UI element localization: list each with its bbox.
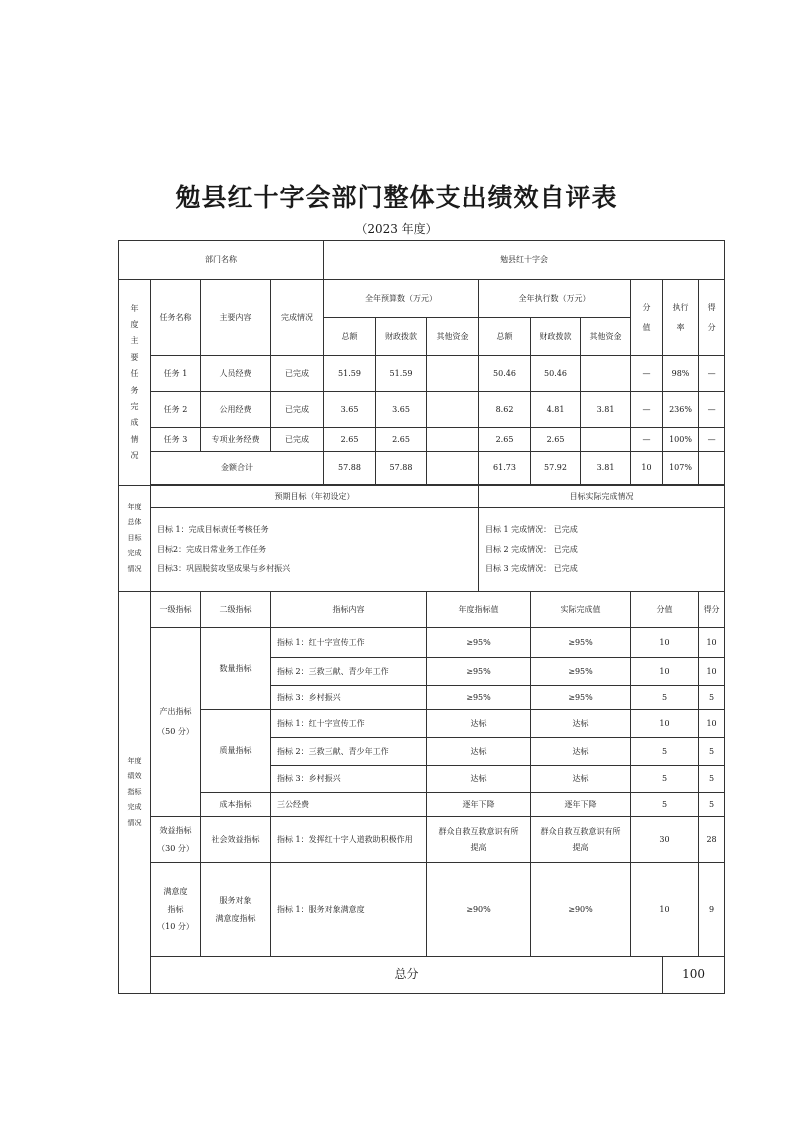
header-completion: 完成情况 (271, 280, 324, 356)
list-item: 目标 3 完成情况： 已完成 (485, 564, 578, 574)
indicator-target: ≥95% (427, 658, 531, 686)
indicator-actual: 逐年下降 (531, 793, 631, 817)
header-exec-fiscal: 财政拨款 (531, 318, 581, 356)
indicator-target: ≥90% (427, 863, 531, 957)
task-rate: 100% (663, 428, 699, 452)
indicator-score: 10 (699, 628, 725, 658)
indicator-target: 达标 (427, 738, 531, 766)
indicator-target: ≥95% (427, 686, 531, 710)
total-label: 总分 (151, 957, 663, 994)
exec-total: 8.62 (479, 392, 531, 428)
indicator-actual: 达标 (531, 766, 631, 793)
sum-row (119, 452, 725, 485)
indicator-target: 逐年下降 (427, 793, 531, 817)
table-row (119, 863, 725, 957)
indicator-actual: ≥90% (531, 863, 631, 957)
indicator-target: ≥95% (427, 628, 531, 658)
list-item: 目标 2 完成情况： 已完成 (485, 544, 578, 554)
header-indicator-content: 指标内容 (271, 592, 427, 628)
dept-label: 部门名称 (119, 241, 324, 280)
header-budget-total: 总额 (324, 318, 376, 356)
indicator-content: 指标 3：乡村振兴 (271, 686, 427, 710)
header-score-value: 分值 (631, 280, 663, 356)
budget-fiscal: 2.65 (376, 428, 427, 452)
table-row (119, 817, 725, 863)
sum-label: 金额合计 (151, 452, 324, 485)
expected-goals-header: 预期目标（年初设定） (151, 486, 479, 508)
budget-fiscal: 3.65 (376, 392, 427, 428)
table-row (119, 793, 725, 817)
exec-other: 3.81 (581, 392, 631, 428)
cost-l2: 成本指标 (201, 793, 271, 817)
task-status: 已完成 (271, 356, 324, 392)
indicator-score: 28 (699, 817, 725, 863)
task-status: 已完成 (271, 428, 324, 452)
header-score: 得分 (699, 280, 725, 356)
indicator-content: 指标 1：红十字宣传工作 (271, 628, 427, 658)
indicator-content: 指标 1：红十字宣传工作 (271, 710, 427, 738)
total-value: 100 (663, 957, 725, 994)
task-value: — (631, 392, 663, 428)
indicator-value: 10 (631, 863, 699, 957)
header-budget: 全年预算数（万元） (324, 280, 479, 318)
sum-exec-fiscal: 57.92 (531, 452, 581, 485)
header-task-name: 任务名称 (151, 280, 201, 356)
task-rate: 236% (663, 392, 699, 428)
indicator-score: 10 (699, 658, 725, 686)
header-ind-score: 得分 (699, 592, 725, 628)
sum-score (699, 452, 725, 485)
indicator-value: 5 (631, 738, 699, 766)
sum-rate: 107% (663, 452, 699, 485)
indicator-score: 10 (699, 710, 725, 738)
list-item: 目标 1 完成情况： 已完成 (485, 525, 578, 535)
dept-row (119, 241, 725, 280)
exec-other (581, 428, 631, 452)
list-item: 目标3：巩固脱贫攻坚成果与乡村振兴 (157, 564, 291, 574)
indicators-side-label: 年度 绩效 指标 完成 情况 (119, 592, 151, 994)
header-exec-rate: 执行率 (663, 280, 699, 356)
task-score: — (699, 392, 725, 428)
total-row (119, 957, 725, 994)
indicators-header-row (119, 592, 725, 628)
quality-l2: 质量指标 (201, 710, 271, 793)
task-value: — (631, 428, 663, 452)
actual-goals-list (479, 508, 725, 592)
sum-budget-total: 57.88 (324, 452, 376, 485)
exec-fiscal: 50.46 (531, 356, 581, 392)
indicator-value: 5 (631, 686, 699, 710)
exec-fiscal: 2.65 (531, 428, 581, 452)
indicator-content: 指标 1：服务对象满意度 (271, 863, 427, 957)
table-row (119, 392, 725, 428)
sum-exec-total: 61.73 (479, 452, 531, 485)
header-budget-fiscal: 财政拨款 (376, 318, 427, 356)
header-exec-other: 其他资金 (581, 318, 631, 356)
indicator-score: 5 (699, 766, 725, 793)
indicator-actual: ≥95% (531, 658, 631, 686)
task-name: 任务 3 (151, 428, 201, 452)
indicator-content: 指标 2：三救三献、青少年工作 (271, 738, 427, 766)
quantity-l2: 数量指标 (201, 628, 271, 710)
indicator-target: 达标 (427, 766, 531, 793)
budget-other (427, 356, 479, 392)
task-value: — (631, 356, 663, 392)
indicator-score: 9 (699, 863, 725, 957)
budget-other (427, 392, 479, 428)
exec-other (581, 356, 631, 392)
header-budget-other: 其他资金 (427, 318, 479, 356)
budget-total: 2.65 (324, 428, 376, 452)
satisfaction-l2: 服务对象 满意度指标 (201, 863, 271, 957)
indicator-actual: ≥95% (531, 628, 631, 658)
benefit-l1: 效益指标 （30 分） (151, 817, 201, 863)
indicator-actual: 达标 (531, 738, 631, 766)
header-target: 年度指标值 (427, 592, 531, 628)
indicator-score: 5 (699, 686, 725, 710)
output-l1: 产出指标 （50 分） (151, 628, 201, 817)
page-title: 勉县红十字会部门整体支出绩效自评表 (175, 183, 618, 212)
task-content: 人员经费 (201, 356, 271, 392)
task-score: — (699, 356, 725, 392)
header-l2: 二级指标 (201, 592, 271, 628)
indicator-content: 指标 2：三救三献、青少年工作 (271, 658, 427, 686)
budget-fiscal: 51.59 (376, 356, 427, 392)
year-label: （2023 年度） (355, 222, 438, 236)
indicator-value: 5 (631, 793, 699, 817)
exec-total: 2.65 (479, 428, 531, 452)
sum-value: 10 (631, 452, 663, 485)
header-l1: 一级指标 (151, 592, 201, 628)
goals-side-label: 年度 总体 目标 完成 情况 (119, 486, 151, 592)
task-name: 任务 1 (151, 356, 201, 392)
header-actual: 实际完成值 (531, 592, 631, 628)
table-row (119, 356, 725, 392)
tasks-side-label: 年 度 主 要 任 务 完 成 情 况 (119, 280, 151, 486)
goals-content-row (119, 508, 725, 592)
indicator-actual: ≥95% (531, 686, 631, 710)
goals-header-row (119, 486, 725, 508)
indicator-actual: 达标 (531, 710, 631, 738)
indicator-value: 10 (631, 658, 699, 686)
header-exec: 全年执行数（万元） (479, 280, 631, 318)
sum-budget-fiscal: 57.88 (376, 452, 427, 485)
indicator-score: 5 (699, 738, 725, 766)
actual-goals-header: 目标实际完成情况 (479, 486, 725, 508)
indicator-target: 达标 (427, 710, 531, 738)
task-content: 公用经费 (201, 392, 271, 428)
list-item: 目标2：完成日常业务工作任务 (157, 544, 267, 554)
exec-fiscal: 4.81 (531, 392, 581, 428)
header-ind-value: 分值 (631, 592, 699, 628)
task-status: 已完成 (271, 392, 324, 428)
task-score: — (699, 428, 725, 452)
indicator-score: 5 (699, 793, 725, 817)
indicator-content: 三公经费 (271, 793, 427, 817)
list-item: 目标 1：完成目标责任考核任务 (157, 525, 269, 535)
table-row (119, 710, 725, 738)
evaluation-table (118, 240, 725, 994)
budget-other (427, 428, 479, 452)
indicator-content: 指标 3：乡村振兴 (271, 766, 427, 793)
indicator-value: 30 (631, 817, 699, 863)
satisfaction-l1: 满意度 指标 （10 分） (151, 863, 201, 957)
indicator-value: 10 (631, 628, 699, 658)
indicator-target: 群众自救互救意识有所提高 (427, 817, 531, 863)
benefit-l2: 社会效益指标 (201, 817, 271, 863)
indicator-value: 5 (631, 766, 699, 793)
table-row (119, 628, 725, 658)
exec-total: 50.46 (479, 356, 531, 392)
budget-total: 51.59 (324, 356, 376, 392)
expected-goals-list (151, 508, 479, 592)
tasks-header-row (119, 280, 725, 318)
dept-value: 勉县红十字会 (324, 241, 725, 280)
header-exec-total: 总额 (479, 318, 531, 356)
header-content: 主要内容 (201, 280, 271, 356)
sum-budget-other (427, 452, 479, 485)
indicator-actual: 群众自救互救意识有所提高 (531, 817, 631, 863)
indicator-value: 10 (631, 710, 699, 738)
task-name: 任务 2 (151, 392, 201, 428)
indicator-content: 指标 1：发挥红十字人道救助积极作用 (271, 817, 427, 863)
task-content: 专项业务经费 (201, 428, 271, 452)
table-row (119, 428, 725, 452)
sum-exec-other: 3.81 (581, 452, 631, 485)
budget-total: 3.65 (324, 392, 376, 428)
task-rate: 98% (663, 356, 699, 392)
